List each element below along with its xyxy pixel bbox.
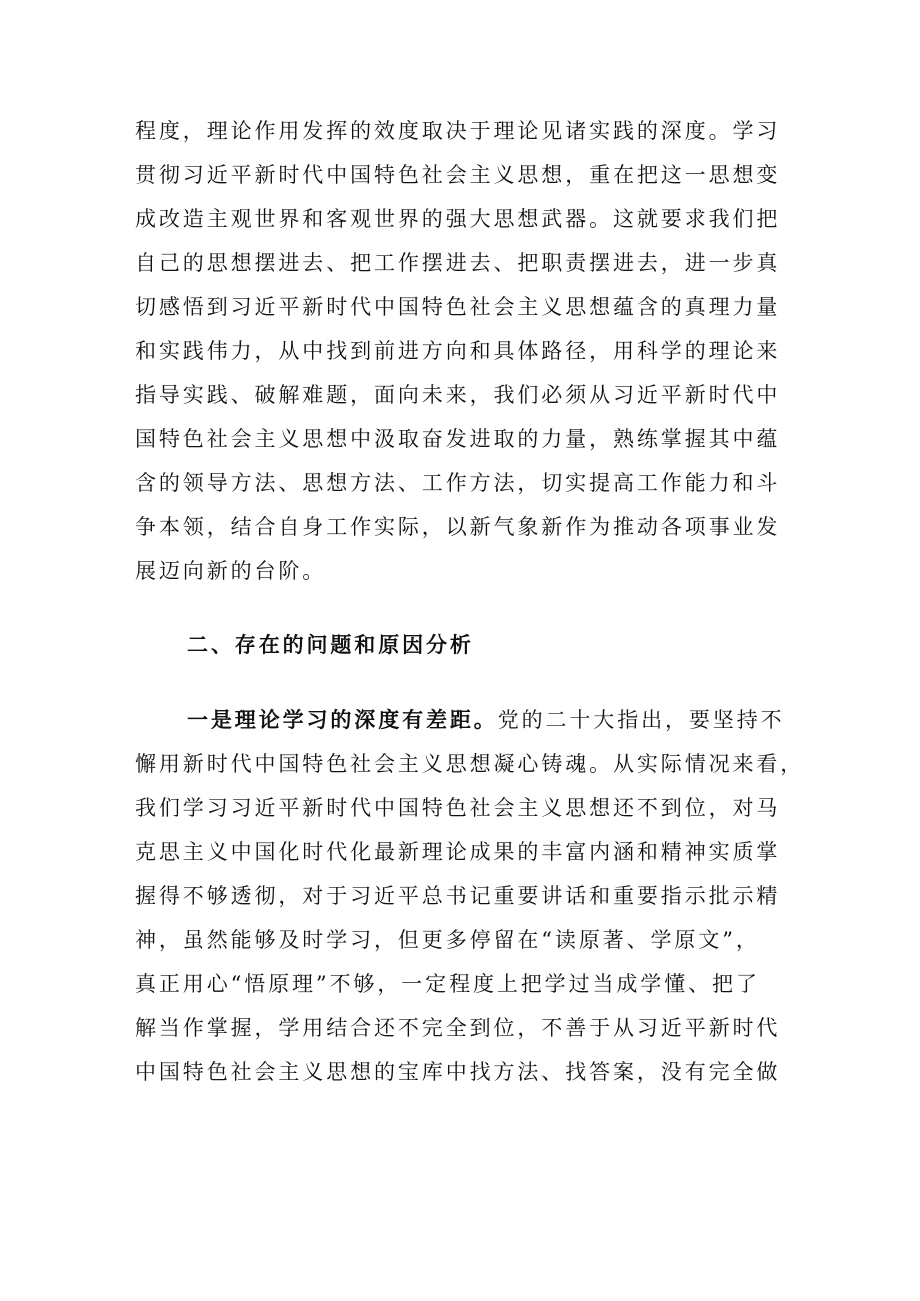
paragraph1-line-9: 含的领导方法、思想方法、工作方法，切实提高工作能力和斗 bbox=[135, 471, 781, 495]
paragraph2-line-5: 握得不够透彻，对于习近平总书记重要讲话和重要指示批示精 bbox=[135, 884, 781, 908]
paragraph2-line-3: 我们学习习近平新时代中国特色社会主义思想还不到位，对马 bbox=[135, 796, 781, 820]
paragraph1-line-1: 程度，理论作用发挥的效度取决于理论见诸实践的深度。学习 bbox=[135, 119, 781, 143]
paragraph1-line-6: 和实践伟力，从中找到前进方向和具体路径，用科学的理论来 bbox=[135, 339, 781, 363]
paragraph1-line-7: 指导实践、破解难题，面向未来，我们必须从习近平新时代中 bbox=[135, 383, 781, 407]
paragraph2-line-8: 解当作掌握，学用结合还不完全到位，不善于从习近平新时代 bbox=[135, 1016, 781, 1040]
paragraph1-line-2: 贯彻习近平新时代中国特色社会主义思想，重在把这一思想变 bbox=[135, 163, 781, 187]
paragraph1-line-10: 争本领，结合自身工作实际，以新气象新作为推动各项事业发 bbox=[135, 515, 781, 539]
paragraph1-line-5: 切感悟到习近平新时代中国特色社会主义思想蕴含的真理力量 bbox=[135, 295, 781, 319]
paragraph1-line-8: 国特色社会主义思想中汲取奋发进取的力量，熟练掌握其中蕴 bbox=[135, 427, 781, 451]
paragraph1-line-3: 成改造主观世界和客观世界的强大思想武器。这就要求我们把 bbox=[135, 207, 781, 231]
paragraph1-line-11: 展迈向新的台阶。 bbox=[135, 559, 327, 583]
paragraph2-line-6: 神，虽然能够及时学习，但更多停留在“读原著、学原文”， bbox=[135, 928, 760, 952]
paragraph1-line-4: 自己的思想摆进去、把工作摆进去、把职责摆进去，进一步真 bbox=[135, 251, 781, 275]
paragraph2-line-4: 克思主义中国化时代化最新理论成果的丰富内涵和精神实质掌 bbox=[135, 840, 781, 864]
paragraph2-line-2: 懈用新时代中国特色社会主义思想凝心铸魂。从实际情况来看， bbox=[135, 752, 805, 776]
paragraph2-line-7: 真正用心“悟原理”不够，一定程度上把学过当成学懂、把了 bbox=[135, 972, 760, 996]
paragraph2-first-line bbox=[187, 705, 785, 735]
paragraph2-lead-bold: 一是理论学习的深度有差距。 bbox=[187, 708, 498, 732]
section-heading: 二、存在的问题和原因分析 bbox=[187, 633, 474, 657]
paragraph2-line-9: 中国特色社会主义思想的宝库中找方法、找答案，没有完全做 bbox=[135, 1060, 781, 1084]
paragraph2-lead-rest: 党的二十大指出，要坚持不 bbox=[497, 708, 785, 732]
